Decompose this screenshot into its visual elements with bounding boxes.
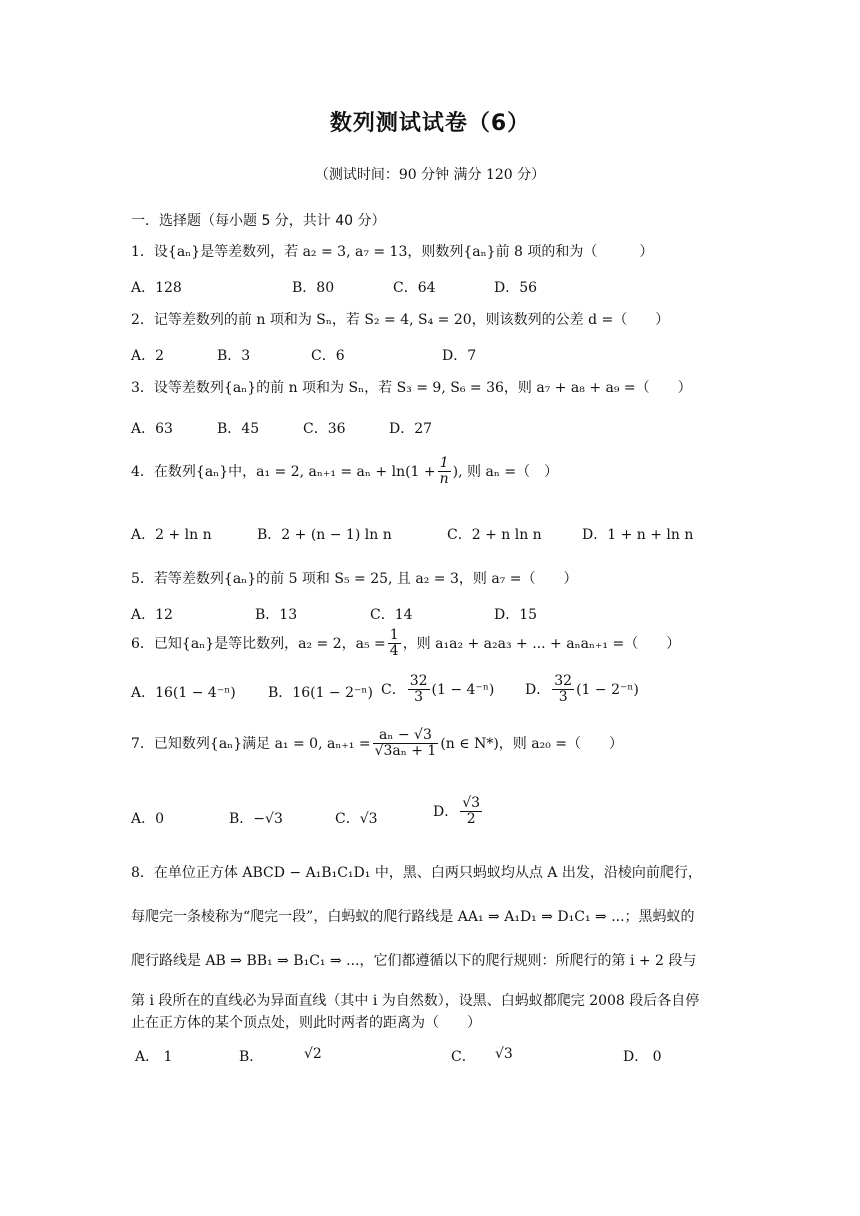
question-7 — [131, 728, 623, 760]
q8-option-b-value: √2 — [304, 1046, 322, 1062]
q7-stem: 7．已知数列{aₙ}满足 a₁ = 0, aₙ₊₁ = — [131, 735, 371, 752]
q2-option-b: B．3 — [217, 348, 251, 364]
question-3: 3．设等差数列{aₙ}的前 n 项和为 Sₙ，若 S₃ = 9, S₆ = 36，则 a₇ + a₈ + a₉ =（ ） — [131, 380, 692, 396]
q6-fraction: $\frac{1}{4}$ — [389, 627, 399, 660]
q8-option-a: A． 1 — [135, 1049, 173, 1065]
q3-option-c: C．36 — [303, 421, 346, 437]
q2-option-c: C．6 — [311, 348, 345, 364]
question-8-line-4: 第 i 段所在的直线必为异面直线（其中 i 为自然数），设黑、白蚂蚁都爬完 2008 段后各自停 — [131, 993, 700, 1009]
q7-option-b: B．−√3 — [229, 811, 283, 827]
q6-option-c: C． $\frac{32}{3}$ (1 − 4⁻ⁿ) — [381, 673, 495, 706]
question-4 — [131, 456, 558, 488]
q6-stem-end: ，则 a₁a₂ + a₂a₃ + ... + aₙaₙ₊₁ =（ ） — [402, 635, 681, 652]
page-title: 数列测试试卷（6） — [329, 111, 531, 136]
q5-option-c: C．14 — [370, 607, 413, 623]
question-2-options — [131, 345, 751, 369]
q5-option-d: D．15 — [494, 607, 538, 623]
q8-option-d: D． 0 — [623, 1049, 662, 1065]
q8-option-c-value: √3 — [495, 1046, 513, 1062]
q7-option-c: C．√3 — [335, 811, 378, 827]
q4-stem-end: ), 则 aₙ =（ ） — [452, 463, 559, 480]
q5-option-b: B．13 — [255, 607, 298, 623]
q1-option-d: D．56 — [494, 280, 538, 296]
q4-stem: 4．在数列{aₙ}中，a₁ = 2, aₙ₊₁ = aₙ + ln(1 + — [131, 463, 436, 480]
question-3-options — [131, 418, 751, 442]
q7-option-a: A．0 — [131, 811, 165, 827]
q5-option-a: A．12 — [131, 607, 173, 623]
q6-option-a: A．16(1 − 4⁻ⁿ) — [131, 685, 236, 701]
q4-option-c: C．2 + n ln n — [447, 527, 542, 543]
question-8-line-1: 8．在单位正方体 ABCD − A₁B₁C₁D₁ 中，黑、白两只蚂蚁均从点 A 出发，沿棱向前爬行， — [131, 865, 702, 881]
question-7-options — [131, 796, 751, 840]
question-8-options — [131, 1046, 751, 1070]
question-4-options — [131, 524, 751, 548]
q7-option-d: D． $\frac{√3}{2}$ — [433, 795, 481, 828]
question-5-options — [131, 604, 751, 628]
q8-option-b: B． — [239, 1049, 264, 1065]
q4-fraction: $\frac{1}{n}$ — [439, 455, 449, 488]
q6-option-d: D． $\frac{32}{3}$ (1 − 2⁻ⁿ) — [525, 673, 639, 706]
q1-option-a: A．128 — [131, 280, 182, 296]
question-2: 2．记等差数列的前 n 项和为 Sₙ，若 S₂ = 4, S₄ = 20，则该数列的公差 d =（ ） — [131, 312, 670, 328]
q4-option-b: B．2 + (n − 1) ln n — [257, 527, 392, 543]
question-8-line-3: 爬行路线是 AB ⇒ BB₁ ⇒ B₁C₁ ⇒ ...，它们都遵循以下的爬行规则：所爬行的第 i + 2 段与 — [131, 953, 697, 969]
q3-option-d: D．27 — [389, 421, 433, 437]
q3-option-b: B．45 — [217, 421, 260, 437]
q1-option-b: B．80 — [292, 280, 335, 296]
question-6-options — [131, 674, 751, 714]
question-8-line-5: 止在正方体的某个顶点处，则此时两者的距离为（ ） — [131, 1015, 481, 1031]
q4-option-d: D．1 + n + ln n — [582, 527, 694, 543]
q8-option-c: C． — [451, 1049, 476, 1065]
q4-option-a: A．2 + ln n — [131, 527, 212, 543]
q7-stem-end: (n ∈ N*)，则 a₂₀ =（ ） — [440, 735, 623, 752]
q3-option-a: A．63 — [131, 421, 173, 437]
question-8-line-2: 每爬完一条棱称为“爬完一段”，白蚂蚁的爬行路线是 AA₁ ⇒ A₁D₁ ⇒ D₁C₁ ⇒ ...；黑蚂蚁的 — [131, 909, 695, 925]
q2-option-d: D．7 — [442, 348, 477, 364]
question-1-options — [131, 277, 751, 301]
exam-info: （测试时间：90 分钟 满分 120 分） — [314, 167, 546, 183]
question-1: 1．设{aₙ}是等差数列，若 a₂ = 3, a₇ = 13，则数列{aₙ}前 8 项的和为（ ） — [131, 244, 654, 260]
question-5: 5．若等差数列{aₙ}的前 5 项和 S₅ = 25, 且 a₂ = 3，则 a₇ =（ ） — [131, 571, 578, 587]
q6-stem: 6．已知{aₙ}是等比数列，a₂ = 2，a₅ = — [131, 635, 386, 652]
q7-fraction: $\frac{\text{aₙ − √3}}{\text{√3aₙ + 1}}$ — [374, 727, 437, 760]
section-heading: 一．选择题（每小题 5 分，共计 40 分） — [131, 213, 386, 229]
q2-option-a: A．2 — [131, 348, 165, 364]
q1-option-c: C．64 — [393, 280, 436, 296]
question-6 — [131, 628, 680, 660]
q6-option-b: B．16(1 − 2⁻ⁿ) — [268, 685, 373, 701]
